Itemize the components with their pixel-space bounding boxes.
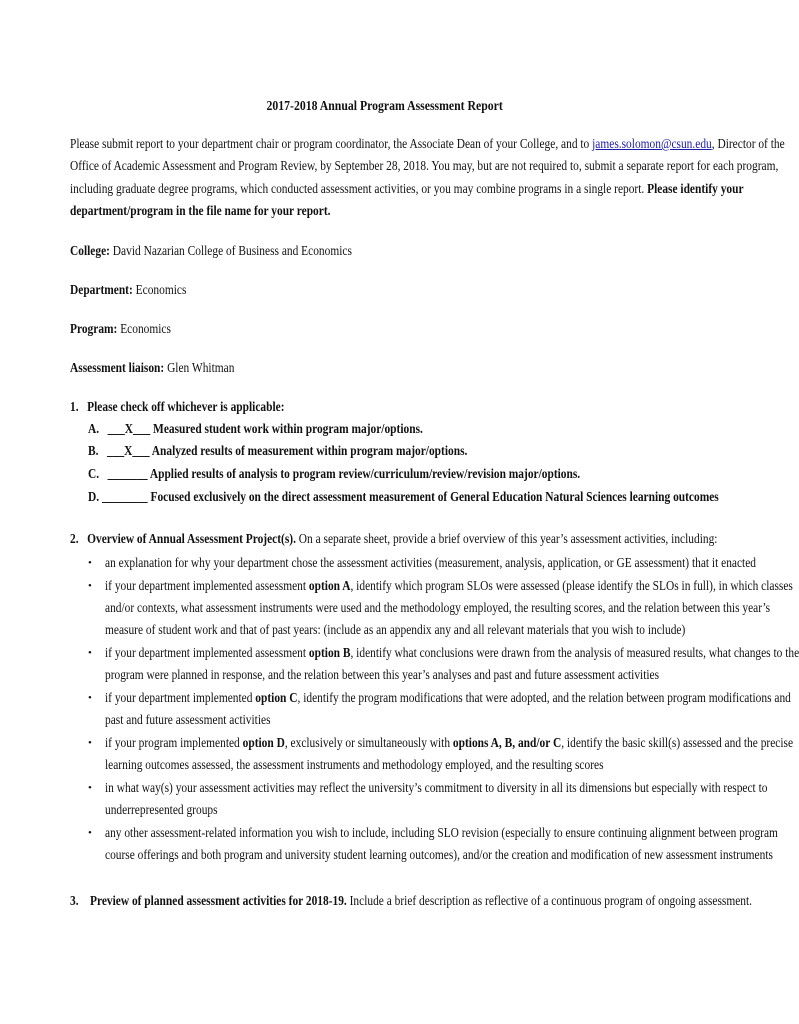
- department-field: Department: Economics: [70, 282, 187, 297]
- bullet-icon: •: [88, 557, 92, 569]
- option-c: C. _______ Applied results of analysis to program review/curriculum/review/revision major/options.: [88, 466, 581, 481]
- section-1-heading: 1. Please check off whichever is applicable:: [70, 399, 285, 414]
- section-3-heading: 3. Preview of planned assessment activities for 2018-19. Include a brief description as reflective of a continuous program of ongoing assessment.: [70, 893, 753, 908]
- bullet-item-7: any other assessment-related information you wish to include, including SLO revision (especially to ensure continuing alignment between program course offerings and both program and university student learning outcomes), and/or the creation and modification of new assessment instruments: [105, 825, 778, 862]
- college-field: College: David Nazarian College of Business and Economics: [70, 243, 352, 258]
- bullet-item-2: if your department implemented assessment option A, identify which program SLOs were assessed (please identify the SLOs in full), in which classes and/or contexts, what assessment instruments were used and the methodology employed, the resulting scores, and the relation between this year’s measure of student work and that of past years: (include as an appendix any and all relevant materials that you wish to include): [105, 578, 793, 637]
- option-b: B. ___X___ Analyzed results of measurement within program major/options.: [88, 443, 468, 458]
- checkbox-a[interactable]: ___X___: [107, 421, 151, 436]
- report-title: 2017-2018 Annual Program Assessment Report: [266, 99, 504, 114]
- intro-line-4: department/program in the file name for your report.: [70, 203, 331, 219]
- program-field: Program: Economics: [70, 321, 171, 336]
- bullet-icon: •: [88, 737, 92, 749]
- bullet-item-3: if your department implemented assessment option B, identify what conclusions were drawn from the analysis of measured results, what changes to the program were planned in response, and the relation between this year’s analyses and past and future assessment activities: [105, 645, 799, 682]
- email-link[interactable]: james.solomon@csun.edu: [592, 136, 712, 151]
- checkbox-b[interactable]: ___X___: [107, 443, 150, 458]
- intro-paragraph: [70, 133, 785, 223]
- bullet-item-4: if your department implemented option C, identify the program modifications that were adopted, and the relation between program modifications and past and future assessment activities: [105, 690, 791, 727]
- bullet-icon: •: [88, 647, 92, 659]
- intro-line-1: Please submit report to your department chair or program coordinator, the Associate Dean of your College, and to james.solomon@csun.edu, Director of the: [70, 136, 785, 151]
- intro-line-3: including graduate degree programs, which conducted assessment activities, or you may combine programs in a single report. Please identify your: [70, 180, 744, 196]
- option-a: A. ___X___ Measured student work within program major/options.: [88, 421, 423, 436]
- bullet-icon: •: [88, 692, 92, 704]
- bullet-icon: •: [88, 580, 92, 592]
- checkbox-d[interactable]: ________: [101, 489, 148, 504]
- checkbox-c[interactable]: _______: [107, 466, 148, 481]
- bullet-item-5: if your program implemented option D, exclusively or simultaneously with options A, B, and/or C, identify the basic skill(s) assessed and the precise learning outcomes assessed, the assessment instruments and methodology employed, and the resulting scores: [105, 735, 794, 772]
- bullet-item-6: in what way(s) your assessment activities may reflect the university’s commitment to diversity in all its dimensions but especially with respect to underrepresented groups: [105, 780, 768, 817]
- option-d: D. ________ Focused exclusively on the direct assessment measurement of General Education Natural Sciences learning outcomes: [88, 489, 719, 504]
- bullet-icon: •: [88, 782, 92, 794]
- liaison-field: Assessment liaison: Glen Whitman: [70, 360, 235, 375]
- bullet-item-1: an explanation for why your department chose the assessment activities (measurement, analysis, application, or GE assessment) that it enacted: [105, 555, 756, 570]
- bullet-icon: •: [88, 827, 92, 839]
- section-2-heading: 2. Overview of Annual Assessment Project(s). On a separate sheet, provide a brief overview of this year’s assessment activities, including:: [70, 531, 718, 546]
- intro-line-2: Office of Academic Assessment and Program Review, by September 28, 2018. You may, but are not required to, submit a separate report for each program,: [70, 158, 779, 174]
